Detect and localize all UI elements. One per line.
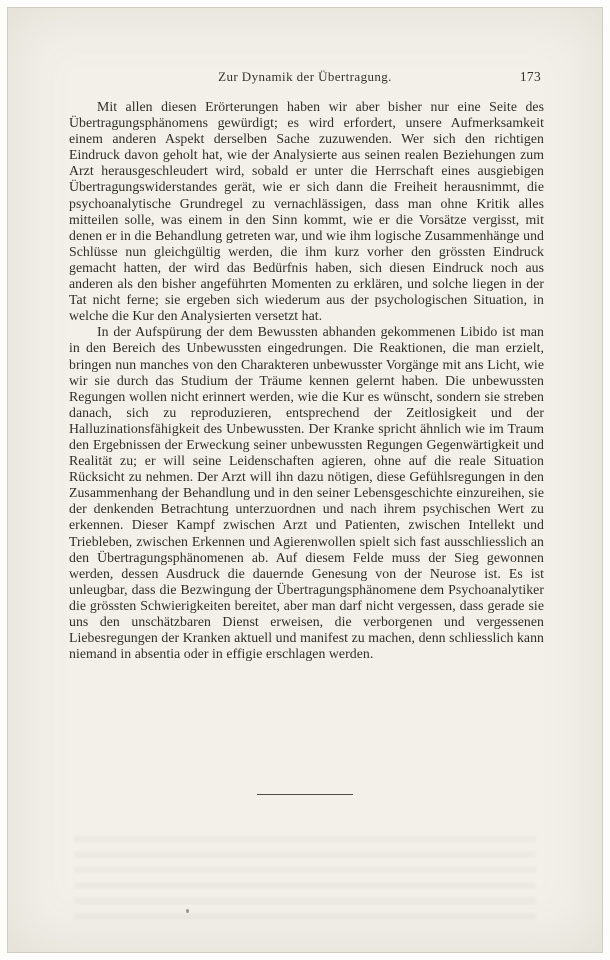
reverse-side-bleed-through xyxy=(74,836,536,920)
body-text xyxy=(69,99,544,662)
running-title: Zur Dynamik der Übertragung. xyxy=(218,69,392,84)
page-header xyxy=(69,69,541,87)
paragraph-1: Mit allen diesen Erörterungen haben wir aber bisher nur eine Seite des Übertragungsphänomens gewürdigt; es wird erfordert, unsere Aufmerksamkeit einem anderen Aspekt derselben Sache zuzuwenden. Wer sich den richtigen Eindruck davon geholt hat, wie der Analysierte aus seinen realen Beziehungen zum Arzt herausgeschleudert wird, sobald er unter die Herrschaft eines ausgiebigen Übertragungswiderstandes gerät, wie er sich dann die Freiheit herausnimmt, die psychoanalytische Grundregel zu vernachlässigen, dass man ohne Kritik alles mitteilen solle, was einem in den Sinn kommt, wie er die Vorsätze vergisst, mit denen er in die Behandlung getreten war, und wie ihm logische Zusammenhänge und Schlüsse nun gleichgültig werden, die ihm kurz vorher den grössten Eindruck gemacht hatten, der wird das Bedürfnis haben, sich diesen Eindruck noch aus anderen als den bisher angeführten Momenten zu erklären, und solche liegen in der Tat nicht ferne; sie ergeben sich wiederum aus der psychologischen Situation, in welche die Kur den Analysierten versetzt hat. xyxy=(69,99,544,324)
section-divider-rule xyxy=(257,794,353,795)
paragraph-2: In der Aufspürung der dem Bewussten abhanden gekommenen Libido ist man in den Bereich des Unbewussten eingedrungen. Die Reaktionen, die man erzielt, bringen nun manches von den Charakteren unbewusster Vorgänge mit ans Licht, wie wir sie durch das Studium der Träume kennen gelernt haben. Die unbewussten Regungen wollen nicht erinnert werden, wie die Kur es wünscht, sondern sie streben danach, sich zu reproduzieren, entsprechend der Zeitlosigkeit und der Halluzinationsfähigkeit des Unbewussten. Der Kranke spricht ähnlich wie im Traum den Ergebnissen der Erweckung seiner unbewussten Regungen Gegenwärtigkeit und Realität zu; er will seine Leidenschaften agieren, ohne auf die reale Situation Rücksicht zu nehmen. Der Arzt will ihn dazu nötigen, diese Gefühlsregungen in den Zusammenhang der Behandlung und in den seiner Lebensgeschichte einzureihen, sie der denkenden Betrachtung unterzuordnen und nach ihrem psychischen Wert zu erkennen. Dieser Kampf zwischen Arzt und Patienten, zwischen Intellekt und Triebleben, zwischen Erkennen und Agierenwollen spielt sich fast ausschliesslich an den Übertragungsphänomenen ab. Auf diesem Felde muss der Sieg gewonnen werden, dessen Ausdruck die dauernde Genesung von der Neurose ist. Es ist unleugbar, dass die Bezwingung der Übertragungsphänomene dem Psychoanalytiker die grössten Schwierigkeiten bereitet, aber man darf nicht vergessen, dass gerade sie uns den unschätzbaren Dienst erweisen, die verborgenen und vergessenen Liebesregungen der Kranken aktuell und manifest zu machen, denn schliesslich kann niemand in absentia oder in effigie erschlagen werden. xyxy=(69,324,544,662)
page-number: 173 xyxy=(519,69,541,84)
scan-artifact-speck xyxy=(186,909,189,913)
paper-sheet xyxy=(7,7,603,953)
